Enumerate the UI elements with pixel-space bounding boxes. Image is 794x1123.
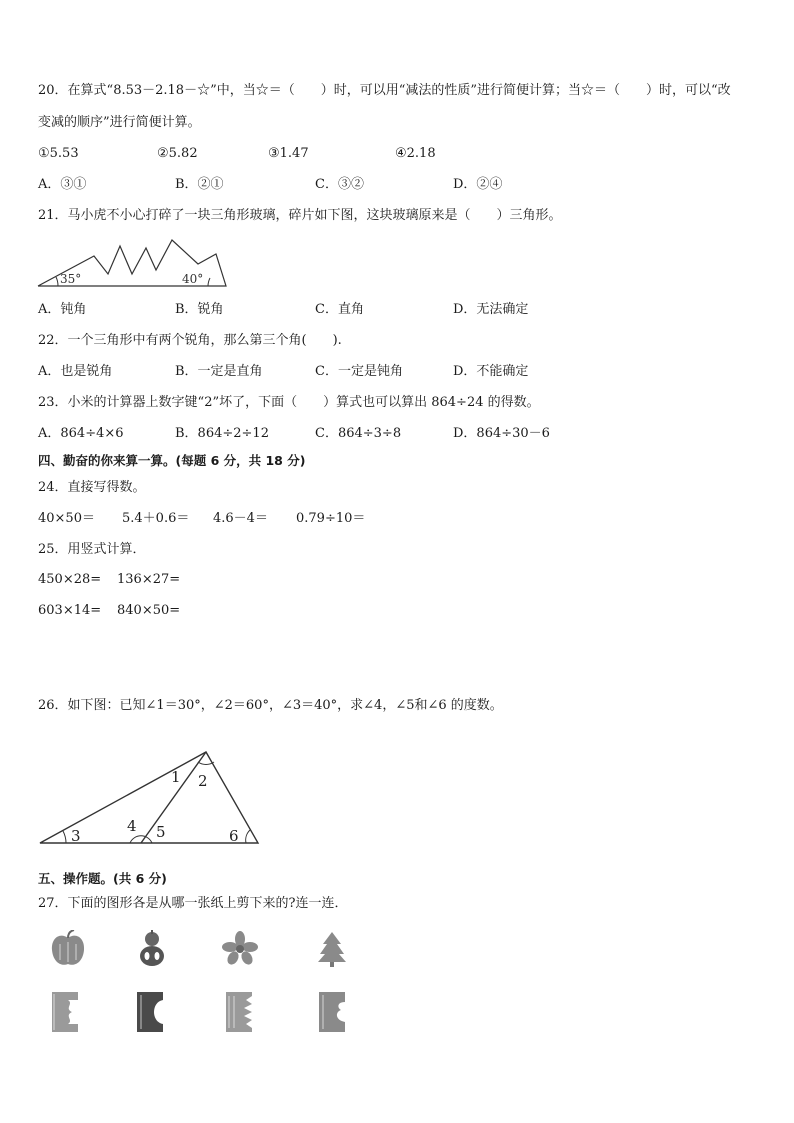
q25-text: 25．用竖式计算． [38,542,146,557]
q23-option-b: B．864÷2÷12 [175,426,269,441]
angle-label-3: 3 [71,827,81,845]
q22-option-c: C．一定是钝角 [315,364,403,379]
section5-title: 五、操作题。(共 6 分) [38,871,167,886]
broken-glass-figure [36,234,231,290]
q25-item-1: 450×28= [38,572,102,587]
q20-option-d: D．②④ [453,177,503,192]
q20-choice-2: ②5.82 [157,146,198,161]
q24-item-2: 5.4＋0.6＝ [122,511,190,526]
q22-text: 22．一个三角形中有两个锐角，那么第三个角( ). [38,333,342,348]
q20-option-c: C．③② [315,177,364,192]
right-angle-arc [208,278,210,286]
q27-text: 27．下面的图形各是从哪一张纸上剪下来的?连一连． [38,896,348,911]
q24-item-1: 40×50＝ [38,511,95,526]
angle-arc-3 [63,831,66,843]
q24-text: 24．直接写得数。 [38,480,146,495]
angle-label-left: 35° [60,272,82,286]
section4-title: 四、勤奋的你来算一算。(每题 6 分，共 18 分) [38,453,306,468]
q25-item-4: 840×50= [117,603,181,618]
angle-arc-6 [246,830,250,843]
q23-option-d: D．864÷30－6 [453,426,550,441]
angle-label-2: 2 [198,772,208,790]
q20-option-b: B．②① [175,177,224,192]
q23-option-a: A．864÷4×6 [38,426,124,441]
q23-option-c: C．864÷3÷8 [315,426,402,441]
q22-option-d: D．不能确定 [453,364,529,379]
angle-label-right: 40° [182,272,204,286]
paper-b-icon [135,990,165,1034]
q21-text: 21．马小虎不小心打碎了一块三角形玻璃，碎片如下图，这块玻璃原来是（ ）三角形。 [38,208,562,223]
q23-text: 23．小米的计算器上数字键“2”坏了，下面（ ）算式也可以算出 864÷24 的得数。 [38,395,540,410]
q21-option-c: C．直角 [315,302,364,317]
paper-c-icon [224,990,254,1034]
q24-item-4: 0.79÷10＝ [296,511,366,526]
left-angle-arc [56,277,58,286]
q21-option-a: A．钝角 [38,302,87,317]
apple-cutout-icon [50,930,86,968]
triangle-figure [38,748,263,848]
q20-choice-1: ①5.53 [38,146,79,161]
angle-label-6: 6 [229,827,239,845]
q20-line2: 变减的顺序”进行简便计算。 [38,115,201,130]
q22-option-b: B．一定是直角 [175,364,263,379]
q22-option-a: A．也是锐角 [38,364,113,379]
q20-choice-3: ③1.47 [268,146,309,161]
q20-choice-4: ④2.18 [395,146,436,161]
paper-d-icon [317,990,347,1034]
q25-item-3: 603×14= [38,603,102,618]
inner-segment [141,752,206,843]
tree-cutout-icon [315,930,349,968]
q20-option-a: A．③① [38,177,87,192]
q25-item-2: 136×27= [117,572,181,587]
paper-a-icon [50,990,80,1034]
gourd-cutout-icon [137,930,167,968]
flower-cutout-icon [220,930,260,968]
angle-label-4: 4 [127,817,137,835]
q26-text: 26．如下图：已知∠1＝30°，∠2＝60°，∠3＝40°，求∠4，∠5和∠6 的度数。 [38,698,503,713]
q20-line1: 20．在算式“8.53－2.18－☆”中，当☆＝（ ）时，可以用“减法的性质”进行简便计算；当☆＝（ ）时，可以“改 [38,83,731,98]
angle-label-1: 1 [171,768,181,786]
q24-item-3: 4.6－4＝ [213,511,268,526]
q21-option-b: B．锐角 [175,302,224,317]
angle-label-5: 5 [156,823,166,841]
q21-option-d: D．无法确定 [453,302,529,317]
